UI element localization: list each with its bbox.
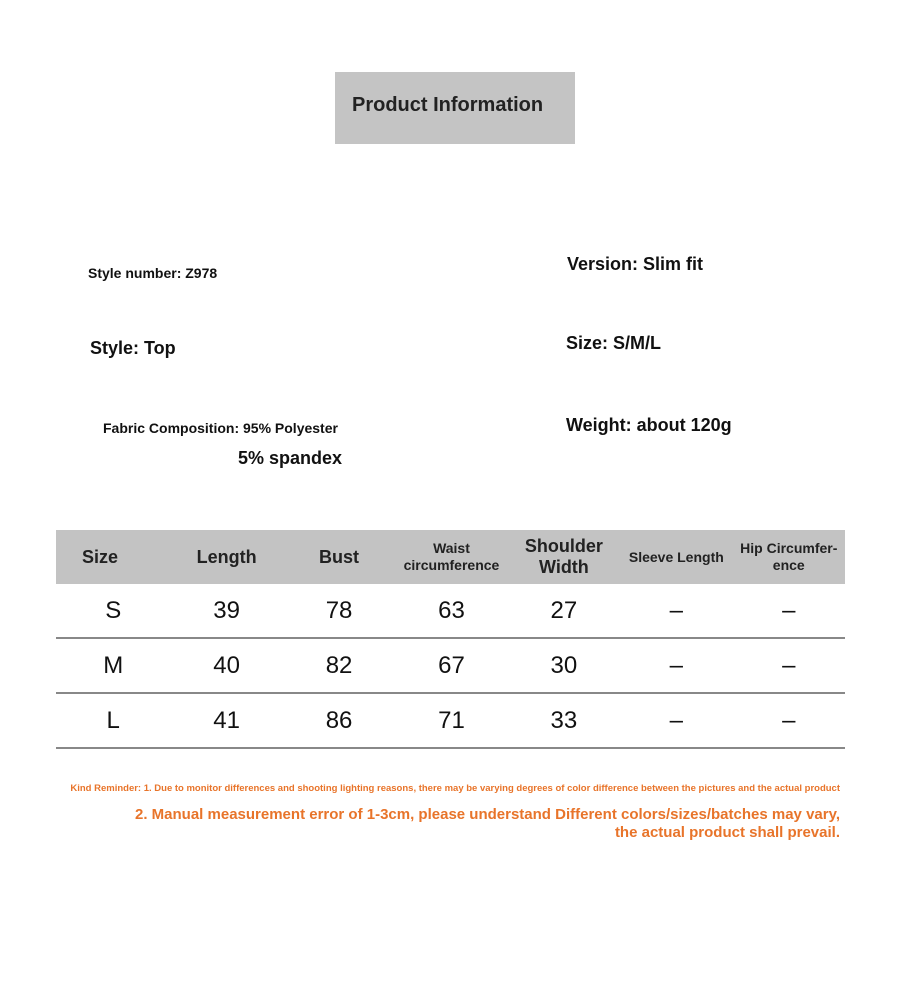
col-bust: Bust <box>283 530 395 584</box>
cell: 71 <box>395 693 507 748</box>
cell: 33 <box>508 693 620 748</box>
col-waist: Waist circumference <box>395 530 507 584</box>
cell: 82 <box>283 638 395 693</box>
page-title: Product Information <box>352 94 544 116</box>
col-hip: Hip Circumfer-ence <box>733 530 845 584</box>
table-row <box>56 638 845 693</box>
reminder-line-2: 2. Manual measurement error of 1-3cm, please understand Different colors/sizes/batches may vary, <box>135 806 840 823</box>
cell: 41 <box>170 693 282 748</box>
cell: L <box>56 693 170 748</box>
style: Style: Top <box>90 338 176 358</box>
cell: 67 <box>395 638 507 693</box>
page-title-box <box>335 72 575 144</box>
cell: M <box>56 638 170 693</box>
cell: – <box>733 693 845 748</box>
cell: – <box>733 584 845 638</box>
cell: 63 <box>395 584 507 638</box>
cell: S <box>56 584 170 638</box>
style-number: Style number: Z978 <box>88 265 218 281</box>
table-row <box>56 693 845 748</box>
size-table <box>56 530 845 749</box>
cell: 78 <box>283 584 395 638</box>
cell: – <box>733 638 845 693</box>
fabric-composition: Fabric Composition: 95% Polyester <box>103 420 338 436</box>
cell: – <box>620 584 732 638</box>
col-shoulder: Shoulder Width <box>508 530 620 584</box>
reminder-line-3: the actual product shall prevail. <box>614 824 840 841</box>
table-row <box>56 584 845 638</box>
version: Version: Slim fit <box>567 254 704 274</box>
cell: – <box>620 638 732 693</box>
cell: 40 <box>170 638 282 693</box>
cell: 86 <box>283 693 395 748</box>
fabric-composition-2: 5% spandex <box>238 448 343 468</box>
cell: 30 <box>508 638 620 693</box>
cell: 39 <box>170 584 282 638</box>
cell: – <box>620 693 732 748</box>
table-header-row <box>56 530 845 584</box>
col-length: Length <box>170 530 282 584</box>
size-options: Size: S/M/L <box>566 333 662 353</box>
weight: Weight: about 120g <box>566 415 732 435</box>
col-sleeve: Sleeve Length <box>620 530 732 584</box>
cell: 27 <box>508 584 620 638</box>
reminder-line-1: Kind Reminder: 1. Due to monitor differences and shooting lighting reasons, there may be varying degrees of color difference between the pictures and the actual product <box>70 783 840 794</box>
col-size: Size <box>56 530 170 584</box>
